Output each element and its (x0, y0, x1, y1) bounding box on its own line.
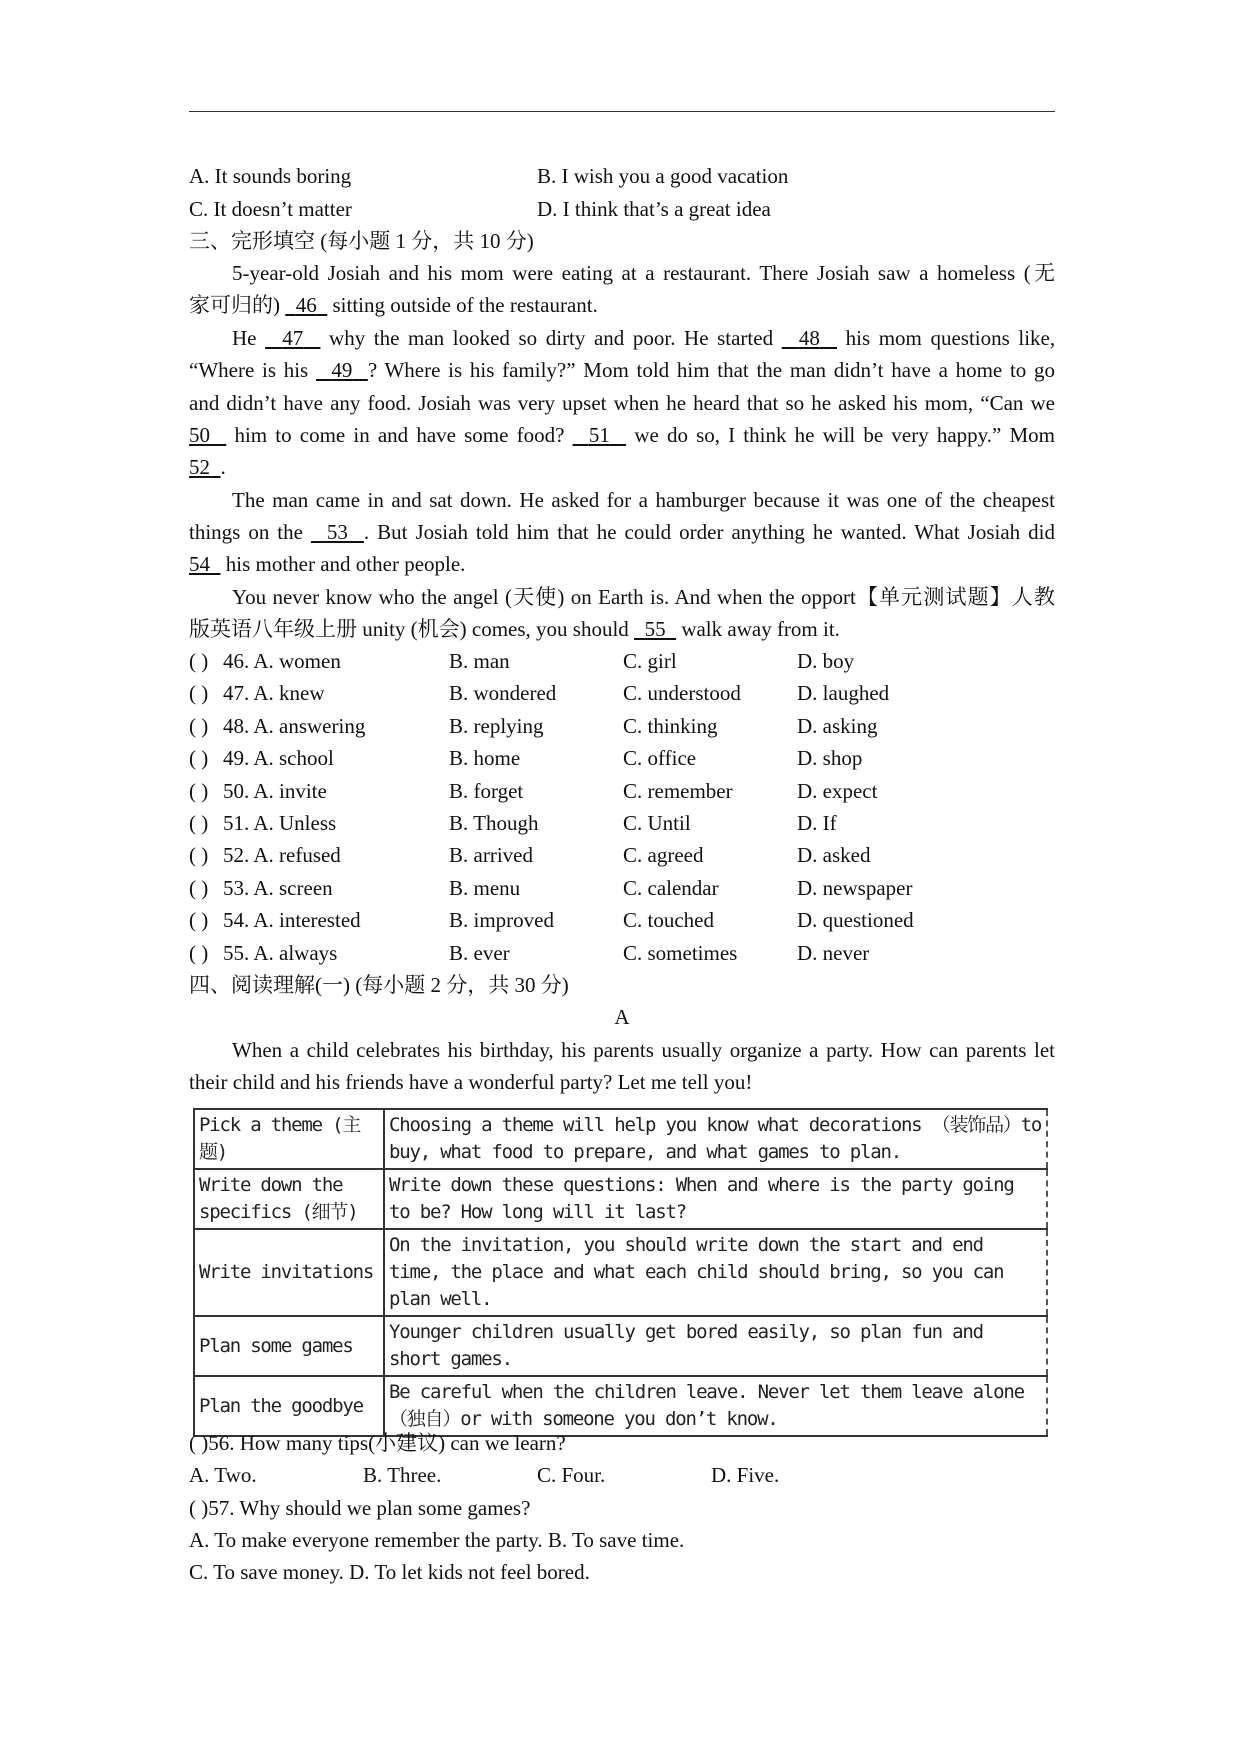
question-number-option-a: 53. A. screen (223, 875, 333, 900)
passage-text: sitting outside of the restaurant. (332, 293, 598, 317)
passage-line: things on the 53 . But Josiah told him that he could order anything he wanted. What Josiah did (189, 520, 1055, 544)
question-57-options: C. To save money. D. To let kids not feel bored. (189, 1560, 590, 1584)
reading-intro-line: When a child celebrates his birthday, his parents usually organize a party. How can parents let (232, 1038, 1055, 1062)
passage-label: A (614, 1005, 630, 1029)
tip-text: Younger children usually get bored easily, so plan fun and short games. (384, 1316, 1047, 1376)
option-a: A. Two. (189, 1463, 257, 1487)
option-d: D. If (797, 811, 837, 835)
question-number-option-a: 55. A. always (223, 940, 338, 965)
option-b: B. I wish you a good vacation (537, 164, 789, 188)
passage-line: 版英语八年级上册 unity (机会) comes, you should 55 walk away from it. (189, 617, 840, 641)
option-d: D. I think that’s a great idea (537, 197, 771, 221)
option-b: B. arrived (449, 843, 533, 868)
answer-paren[interactable]: ( ) (189, 875, 209, 900)
option-b: B. home (449, 746, 521, 771)
answer-paren[interactable]: ( ) (189, 649, 209, 673)
option-d: D. expect (797, 778, 878, 803)
option-c: C. sometimes (623, 940, 738, 965)
tip-text: Write down these questions: When and where is the party going to be? How long will it last? (384, 1169, 1047, 1229)
option-b: B. wondered (449, 681, 557, 706)
question-number-option-a: 51. A. Unless (223, 811, 337, 835)
blank-55: 55 (644, 617, 666, 641)
option-b: B. replying (449, 713, 544, 738)
option-c: C. understood (623, 681, 741, 706)
question-number-option-a: 49. A. school (223, 746, 334, 771)
option-c: C. office (623, 746, 697, 771)
option-b: B. Though (449, 811, 539, 835)
option-d: D. Five. (711, 1463, 780, 1487)
option-c: C. agreed (623, 843, 704, 868)
option-c: C. thinking (623, 713, 718, 738)
question-56 (189, 1428, 1055, 1458)
blank-49: 49 (331, 358, 353, 382)
blank-51: 51 (588, 423, 610, 447)
table-row (194, 1169, 1047, 1229)
option-d: D. asking (797, 713, 878, 738)
answer-paren[interactable]: ( ) (189, 908, 209, 933)
option-d: D. questioned (797, 908, 914, 933)
passage-line: He 47 why the man looked so dirty and poor. He started 48 his mom questions like, (232, 326, 1056, 350)
passage-line: 54 his mother and other people. (189, 552, 466, 576)
question-stem: 56. How many tips(小建议) can we learn? (208, 1431, 566, 1455)
passage-line: “Where is his 49 ? Where is his family?” Mom told him that the man didn’t have a home to go (189, 358, 1056, 382)
tip-text: Be careful when the children leave. Never let them leave alone （独自）or with someone you don’t know. (384, 1376, 1047, 1436)
passage-line (189, 258, 1055, 288)
table-row (194, 1229, 1047, 1316)
question-stem: 57. Why should we plan some games? (208, 1496, 531, 1520)
section3-title: 三、完形填空 (每小题 1 分，共 10 分) (189, 229, 534, 253)
tip-text: Choosing a theme will help you know what decorations （装饰品）to buy, what food to prepare, and what games to plan. (384, 1109, 1047, 1169)
answer-paren[interactable]: ( ) (189, 746, 209, 771)
option-c: C. It doesn’t matter (189, 197, 352, 221)
table-row (194, 1109, 1047, 1169)
option-b: B. forget (449, 778, 524, 803)
option-c: C. touched (623, 908, 714, 933)
answer-paren[interactable]: ( ) (189, 1431, 209, 1455)
table-row (194, 1316, 1047, 1376)
table-row (194, 1376, 1047, 1436)
passage-line: and didn’t have any food. Josiah was very upset when he heard that so he asked his mom, “Can we (189, 391, 1055, 415)
question-57-options: A. To make everyone remember the party. B. To save time. (189, 1528, 685, 1552)
tip-title: Plan the goodbye (194, 1376, 384, 1436)
blank-52: 52 (189, 455, 210, 479)
tip-title: Write down the specifics (细节) (194, 1169, 384, 1229)
answer-paren[interactable]: ( ) (189, 681, 209, 706)
option-b: B. ever (449, 940, 510, 965)
option-d: D. laughed (797, 681, 890, 706)
passage-line: 52 . (189, 455, 226, 479)
question-number-option-a: 54. A. interested (223, 908, 361, 933)
option-d: D. shop (797, 746, 863, 771)
tip-text: On the invitation, you should write down the start and end time, the place and what each child should bring, so you can plan well. (384, 1229, 1047, 1316)
option-c: C. Four. (537, 1463, 606, 1487)
blank-47: 47 (282, 326, 304, 350)
passage-line (189, 290, 1055, 320)
option-c: C. Until (623, 811, 691, 835)
blank-53: 53 (326, 520, 348, 544)
passage-text: 5-year-old Josiah and his mom were eating at a restaurant. There Josiah saw a homeless (无 (232, 261, 1055, 285)
option-b: B. improved (449, 908, 554, 933)
option-c: C. remember (623, 778, 733, 803)
question-number-option-a: 52. A. refused (223, 843, 341, 868)
passage-line: The man came in and sat down. He asked for a hamburger because it was one of the cheapest (232, 488, 1055, 512)
question-number-option-a: 46. A. women (223, 649, 341, 673)
passage-line: You never know who the angel (天使) on Earth is. And when the opport【单元测试题】人教 (232, 585, 1055, 609)
tip-title: Plan some games (194, 1316, 384, 1376)
answer-paren[interactable]: ( ) (189, 811, 209, 835)
tip-title: Pick a theme (主题) (194, 1109, 384, 1169)
option-b: B. man (449, 649, 510, 673)
reading-intro-line: their child and his friends have a wonderful party? Let me tell you! (189, 1070, 753, 1094)
question-number-option-a: 48. A. answering (223, 713, 366, 738)
answer-paren[interactable]: ( ) (189, 940, 209, 965)
question-57 (189, 1493, 1055, 1523)
option-c: C. girl (623, 649, 677, 673)
answer-paren[interactable]: ( ) (189, 843, 209, 868)
passage-text: 家可归的) (189, 293, 280, 317)
blank-50: 50 (189, 423, 210, 447)
question-number-option-a: 47. A. knew (223, 681, 325, 706)
option-d: D. never (797, 940, 870, 965)
option-b: B. Three. (363, 1463, 442, 1487)
passage-line: 50 him to come in and have some food? 51 we do so, I think he will be very happy.” Mom (189, 423, 1056, 447)
option-d: D. newspaper (797, 875, 913, 900)
option-c: C. calendar (623, 875, 719, 900)
option-d: D. asked (797, 843, 871, 868)
answer-paren[interactable]: ( ) (189, 713, 209, 738)
option-a: A. It sounds boring (189, 164, 352, 188)
option-d: D. boy (797, 649, 855, 673)
header-rule (189, 111, 1055, 112)
blank-48: 48 (798, 326, 820, 350)
blank-54: 54 (189, 552, 210, 576)
option-b: B. menu (449, 875, 521, 900)
question-number-option-a: 50. A. invite (223, 778, 327, 803)
party-tips-table (193, 1108, 1048, 1437)
answer-paren[interactable]: ( ) (189, 778, 209, 803)
section4-title: 四、阅读理解(一) (每小题 2 分，共 30 分) (189, 973, 569, 997)
answer-paren[interactable]: ( ) (189, 1496, 209, 1520)
tip-title: Write invitations (194, 1229, 384, 1316)
blank-46: 46 (295, 293, 317, 317)
